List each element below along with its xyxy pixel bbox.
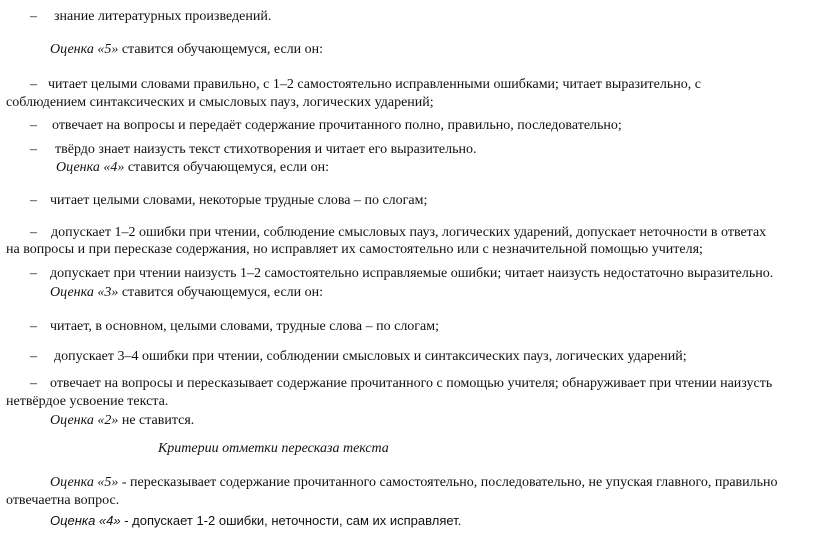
list-item-text: допускает 3–4 ошибки при чтении, соблюдении смысловых и синтаксических пауз, логических ударений;: [54, 349, 687, 364]
grade-label: Оценка «5»: [50, 475, 119, 490]
list-dash: –: [30, 266, 37, 281]
section-heading: Критерии отметки пересказа текста: [158, 441, 389, 456]
list-dash: –: [30, 142, 37, 157]
list-item-text: допускает 1–2 ошибки при чтении, соблюдение смысловых пауз, логических ударений, допускает неточности в ответах: [51, 225, 767, 240]
list-item-text: соблюдением синтаксических и смысловых пауз, логических ударений;: [6, 95, 434, 110]
list-dash: –: [30, 225, 37, 240]
list-item-text: твёрдо знает наизусть текст стихотворения и читает его выразительно.: [55, 142, 477, 157]
grade-label: Оценка «5»: [50, 42, 119, 57]
list-dash: –: [30, 349, 37, 364]
grade-5-heading: Оценка «5» ставится обучающемуся, если он:: [50, 42, 324, 57]
list-item-text: отвечает на вопросы и пересказывает содержание прочитанного с помощью учителя; обнаруживает при чтении наизусть: [50, 376, 773, 391]
list-dash: –: [30, 193, 37, 208]
list-item-text: нетвёрдое усвоение текста.: [6, 394, 169, 409]
grade-4-heading: Оценка «4» ставится обучающемуся, если он:: [56, 160, 330, 175]
list-item-text: отвечает на вопросы и передаёт содержание прочитанного полно, правильно, последовательно;: [52, 118, 622, 133]
grade-2-heading: Оценка «2» не ставится.: [50, 413, 195, 428]
retell-5-text: Оценка «5» - пересказывает содержание прочитанного самостоятельно, последовательно, не упуская главного, правильно: [50, 475, 778, 490]
list-item-text: читает целыми словами, некоторые трудные слова – по слогам;: [50, 193, 428, 208]
list-item-text: читает целыми словами правильно, с 1–2 самостоятельно исправленными ошибками; читает выразительно, с: [48, 77, 701, 92]
grade-label: Оценка «4»: [56, 160, 125, 175]
list-item-text: читает, в основном, целыми словами, трудные слова – по слогам;: [50, 319, 440, 334]
list-dash: –: [30, 9, 37, 24]
grade-label: Оценка «3»: [50, 285, 119, 300]
retell-4-text: Оценка «4» - допускает 1-2 ошибки, неточности, сам их исправляет.: [50, 513, 462, 528]
list-dash: –: [30, 77, 37, 92]
grade-label: Оценка «4»: [50, 513, 121, 528]
grade-label: Оценка «2»: [50, 413, 119, 428]
list-dash: –: [30, 118, 37, 133]
list-dash: –: [30, 376, 37, 391]
list-item-text: допускает при чтении наизусть 1–2 самостоятельно исправляемые ошибки; читает наизусть недостаточно выразительно.: [50, 266, 774, 281]
list-item-text: на вопросы и при пересказе содержания, но исправляет их самостоятельно или с незначительной помощью учителя;: [6, 242, 703, 257]
retell-5-continuation: отвечаетна вопрос.: [6, 493, 120, 508]
list-item-text: знание литературных произведений.: [54, 9, 272, 24]
grade-3-heading: Оценка «3» ставится обучающемуся, если он:: [50, 285, 324, 300]
list-dash: –: [30, 319, 37, 334]
